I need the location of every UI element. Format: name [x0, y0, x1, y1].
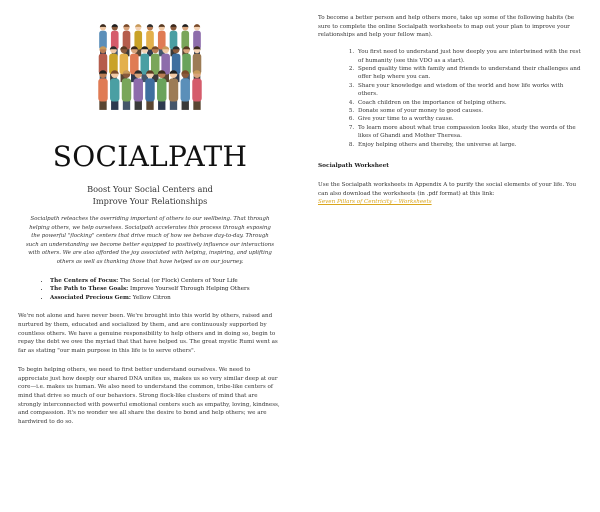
body-paragraph-1: We're not alone and have never been. We're brought into this world by others, raised and nurtured by them, educated and socialized by them, and are continuously supported by countless others. We have a genuine responsibility to help others and in doing so, begin to repay the debt we owe the myriad that that have helped us. The great mystic Rumi went as far as stating "our main purpose in this life is to serve others". [18, 313, 278, 355]
subtitle-line-1: Boost Your Social Centers and [87, 184, 213, 194]
subtitle-line-2: Improve Your Relationships [92, 196, 208, 206]
habit-item: 2. Spend quality time with family and friends to understand their challenges and offer help where you can. [356, 65, 584, 82]
focus-list [18, 277, 282, 303]
crowd-illustration [95, 14, 205, 110]
right-page [300, 0, 600, 512]
habit-item: 8. Enjoy helping others and thereby, the universe at large. [356, 141, 584, 149]
habit-item: 6. Give your time to a worthy cause. [356, 115, 584, 123]
habit-item: 3. Share your knowledge and wisdom of the world and how life works with others. [356, 82, 584, 99]
habit-item: 1. You first need to understand just how deeply you are intertwined with the rest of humanity (see this VDO as a start). [356, 48, 584, 65]
focus-value: Yellow Citron [130, 294, 171, 301]
habit-item: 5. Donate some of your money to good causes. [356, 107, 584, 115]
habit-item: 4. Coach children on the importance of helping others. [356, 99, 584, 107]
worksheet-link[interactable]: Seven Pillars of Centricity – Worksheets [318, 199, 432, 206]
intro-text: Socialpath reteaches the overriding important of others to our wellbeing. That through helping others, we help ourselves. Socialpath accelerates this process through exposing the powerful "flocking" centers that drive much of how we behave day-to-day. Through such an understanding we become better equipped to positively influence our interactions with others. We are also afforded the joy associated with helping, inspiring, and uplifting others as well as thanking those that have helped us on our journey. [26, 216, 274, 265]
focus-value: Improve Yourself Through Helping Others [128, 286, 250, 293]
habits-list [318, 48, 584, 149]
focus-item-path [50, 285, 282, 294]
body-paragraph-2: To begin helping others, we need to first better understand ourselves. We need to appreciate just how deeply our shared DNA unites us, makes us so very similar deep at our core—i.e. makes us human. We also need to understand the common, tribe-like centers of mind that drive so much of our behaviors. Strong flock-like clusters of mind that are strongly interconnected with powerful emotional centers such as empathy, loving, kindness, and compassion. It's no wonder we all share the desire to bond and help others; we are hardwired to do so. [18, 366, 280, 426]
focus-label: The Centers of Focus: [50, 277, 119, 284]
focus-value: The Social (or Flock) Centers of Your Life [118, 277, 238, 284]
focus-item-gem [50, 294, 282, 303]
worksheet-text [318, 181, 584, 207]
focus-label: Associated Precious Gem: [50, 294, 131, 301]
subtitle [18, 183, 282, 207]
focus-label: The Path to These Goals: [50, 286, 129, 293]
habits-intro: To become a better person and help others more, take up some of the following habits (be sure to complete the online Socialpath worksheets to map out your plan to improve your relationships and help your fellow man). [318, 15, 575, 39]
focus-item-centers [50, 277, 282, 286]
page-title: SOCIALPATH [52, 140, 248, 173]
worksheet-heading: Socialpath Worksheet [318, 162, 389, 169]
habit-item: 7. To learn more about what true compassion looks like, study the words of the likes of Ghandi and Mother Theresa. [356, 124, 584, 141]
worksheet-description: Use the Socialpath worksheets in Appendix A to purify the social elements of your life. You can also download the worksheets (in .pdf format) at this link: [318, 181, 577, 197]
